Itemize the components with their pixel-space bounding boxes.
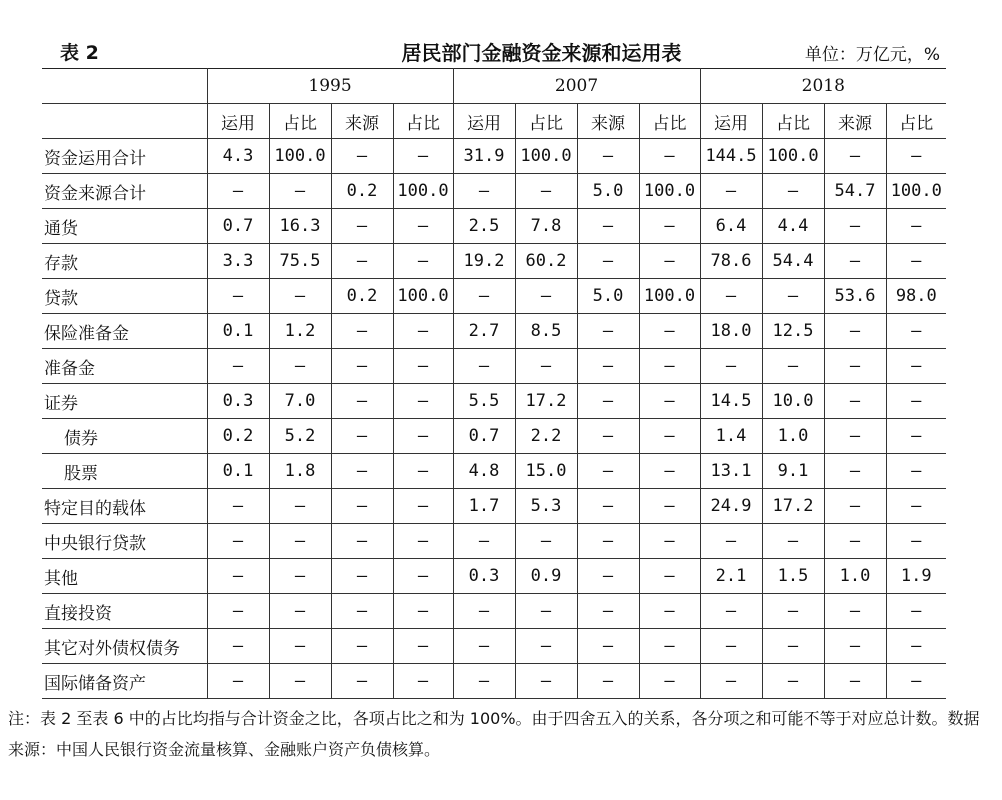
subheader-row	[42, 104, 946, 139]
table-cell: 1.0	[762, 419, 824, 454]
table-cell: –	[886, 489, 946, 524]
table-cell: 0.2	[331, 174, 393, 209]
table-cell: –	[453, 664, 515, 699]
table-cell: –	[762, 279, 824, 314]
table-cell: 0.7	[453, 419, 515, 454]
table-cell: –	[824, 384, 886, 419]
table-cell: 0.1	[207, 314, 269, 349]
column-subheader: 占比	[639, 104, 700, 139]
table-cell: –	[515, 524, 577, 559]
table-cell: –	[453, 629, 515, 664]
table-cell: –	[207, 489, 269, 524]
table-row	[42, 209, 946, 244]
table-cell: –	[886, 419, 946, 454]
table-cell: –	[207, 349, 269, 384]
column-subheader: 来源	[577, 104, 639, 139]
table-cell: –	[331, 524, 393, 559]
table-cell: –	[577, 314, 639, 349]
table-row	[42, 244, 946, 279]
column-subheader: 来源	[331, 104, 393, 139]
table-cell: 13.1	[700, 454, 762, 489]
table-cell: –	[824, 629, 886, 664]
table-cell: –	[393, 559, 453, 594]
table-cell: 3.3	[207, 244, 269, 279]
table-cell: –	[453, 594, 515, 629]
table-cell: 1.8	[269, 454, 331, 489]
table-row	[42, 139, 946, 174]
table-cell: –	[700, 524, 762, 559]
table-cell: –	[886, 209, 946, 244]
table-row	[42, 279, 946, 314]
table-cell: –	[577, 664, 639, 699]
table-cell: 100.0	[269, 139, 331, 174]
table-cell: –	[331, 454, 393, 489]
table-cell: 15.0	[515, 454, 577, 489]
year-header: 2018	[700, 69, 946, 104]
table-row	[42, 489, 946, 524]
row-label: 存款	[42, 244, 207, 279]
table-cell: –	[824, 419, 886, 454]
table-cell: 2.1	[700, 559, 762, 594]
table-cell: –	[886, 244, 946, 279]
table-cell: –	[393, 314, 453, 349]
table-cell: –	[886, 349, 946, 384]
table-row	[42, 629, 946, 664]
table-cell: –	[700, 664, 762, 699]
table-cell: –	[577, 559, 639, 594]
table-cell: –	[269, 349, 331, 384]
table-cell: –	[515, 664, 577, 699]
column-subheader: 运用	[700, 104, 762, 139]
table-cell: –	[700, 629, 762, 664]
table-cell: 0.1	[207, 454, 269, 489]
table-cell: –	[331, 384, 393, 419]
table-cell: 5.0	[577, 279, 639, 314]
table-cell: –	[886, 524, 946, 559]
table-row	[42, 454, 946, 489]
table-cell: –	[762, 349, 824, 384]
table-cell: –	[824, 489, 886, 524]
table-cell: –	[824, 454, 886, 489]
row-label: 准备金	[42, 349, 207, 384]
table-cell: –	[824, 664, 886, 699]
table-cell: –	[331, 139, 393, 174]
table-body	[42, 139, 946, 699]
table-cell: –	[639, 419, 700, 454]
table-cell: 100.0	[393, 174, 453, 209]
table-cell: 1.0	[824, 559, 886, 594]
column-subheader: 运用	[207, 104, 269, 139]
table-cell: 0.9	[515, 559, 577, 594]
table-cell: –	[700, 279, 762, 314]
table-cell: 5.0	[577, 174, 639, 209]
table-cell: 0.2	[331, 279, 393, 314]
column-subheader: 占比	[393, 104, 453, 139]
table-cell: –	[393, 139, 453, 174]
table-cell: –	[393, 594, 453, 629]
table-cell: 18.0	[700, 314, 762, 349]
table-cell: 17.2	[762, 489, 824, 524]
column-subheader: 运用	[453, 104, 515, 139]
table-cell: 1.9	[886, 559, 946, 594]
table-cell: –	[515, 349, 577, 384]
table-note: 注：表 2 至表 6 中的占比均指与合计资金之比，各项占比之和为 100%。由于四舍五入的关系，各分项之和可能不等于对应总计数。数据来源：中国人民银行资金流量核算、金融账户资产负债核算。	[8, 709, 980, 759]
table-cell: 2.7	[453, 314, 515, 349]
table-cell: –	[824, 349, 886, 384]
table-cell: 2.5	[453, 209, 515, 244]
table-cell: –	[393, 524, 453, 559]
table-cell: –	[393, 664, 453, 699]
row-label: 中央银行贷款	[42, 524, 207, 559]
table-cell: 4.4	[762, 209, 824, 244]
table-cell: 17.2	[515, 384, 577, 419]
table-cell: 5.5	[453, 384, 515, 419]
table-cell: –	[515, 594, 577, 629]
table-cell: –	[331, 629, 393, 664]
table-cell: –	[886, 664, 946, 699]
table-cell: –	[577, 454, 639, 489]
table-cell: –	[331, 559, 393, 594]
year-header: 1995	[207, 69, 453, 104]
table-cell: –	[453, 279, 515, 314]
table-cell: –	[207, 594, 269, 629]
table-cell: 75.5	[269, 244, 331, 279]
table-cell: –	[331, 209, 393, 244]
table-cell: –	[393, 349, 453, 384]
table-cell: –	[886, 594, 946, 629]
year-header-row	[42, 69, 946, 104]
table-cell: –	[453, 524, 515, 559]
table-title: 居民部门金融资金来源和运用表	[401, 41, 682, 65]
table-cell: –	[824, 209, 886, 244]
table-row	[42, 594, 946, 629]
table-cell: –	[639, 594, 700, 629]
column-subheader: 占比	[269, 104, 331, 139]
table-cell: 0.3	[207, 384, 269, 419]
table-cell: 2.2	[515, 419, 577, 454]
table-cell: 9.1	[762, 454, 824, 489]
table-cell: 16.3	[269, 209, 331, 244]
corner-cell	[42, 69, 207, 104]
table-cell: –	[577, 489, 639, 524]
table-cell: –	[639, 209, 700, 244]
table-cell: –	[515, 174, 577, 209]
table-cell: –	[762, 594, 824, 629]
table-cell: 19.2	[453, 244, 515, 279]
table-cell: –	[886, 454, 946, 489]
table-cell: –	[577, 349, 639, 384]
table-cell: –	[331, 349, 393, 384]
table-cell: –	[207, 664, 269, 699]
table-cell: –	[639, 314, 700, 349]
table-cell: –	[577, 629, 639, 664]
table-cell: 100.0	[886, 174, 946, 209]
table-cell: –	[639, 244, 700, 279]
column-subheader: 来源	[824, 104, 886, 139]
table-cell: 12.5	[762, 314, 824, 349]
table-cell: 54.7	[824, 174, 886, 209]
table-cell: 4.3	[207, 139, 269, 174]
table-row	[42, 524, 946, 559]
row-label: 通货	[42, 209, 207, 244]
table-cell: –	[577, 139, 639, 174]
table-cell: 1.4	[700, 419, 762, 454]
table-cell: –	[269, 279, 331, 314]
table-cell: 4.8	[453, 454, 515, 489]
table-cell: –	[639, 559, 700, 594]
year-header: 2007	[453, 69, 700, 104]
table-cell: –	[762, 174, 824, 209]
row-label: 国际储备资产	[42, 664, 207, 699]
table-cell: –	[824, 244, 886, 279]
table-cell: 31.9	[453, 139, 515, 174]
table-row	[42, 384, 946, 419]
table-cell: 54.4	[762, 244, 824, 279]
table-cell: –	[700, 174, 762, 209]
table-cell: –	[824, 314, 886, 349]
table-cell: –	[207, 559, 269, 594]
table-cell: –	[207, 174, 269, 209]
table-cell: –	[824, 139, 886, 174]
table-cell: –	[577, 244, 639, 279]
table-cell: –	[207, 279, 269, 314]
table-cell: –	[269, 489, 331, 524]
table-cell: 100.0	[393, 279, 453, 314]
table-cell: 24.9	[700, 489, 762, 524]
table-cell: –	[207, 524, 269, 559]
table-cell: 0.2	[207, 419, 269, 454]
table-cell: –	[577, 419, 639, 454]
row-label: 股票	[42, 454, 207, 489]
table-cell: –	[577, 209, 639, 244]
table-cell: 14.5	[700, 384, 762, 419]
table-cell: –	[331, 664, 393, 699]
table-cell: 78.6	[700, 244, 762, 279]
table-cell: –	[762, 629, 824, 664]
table-cell: –	[393, 209, 453, 244]
table-number-label: 表 2	[60, 42, 99, 64]
table-cell: –	[639, 139, 700, 174]
table-cell: –	[393, 629, 453, 664]
table-row	[42, 664, 946, 699]
table-row	[42, 419, 946, 454]
table-cell: 7.8	[515, 209, 577, 244]
table-cell: –	[331, 244, 393, 279]
table-cell: –	[269, 559, 331, 594]
table-row	[42, 559, 946, 594]
column-subheader: 占比	[762, 104, 824, 139]
corner-cell	[42, 104, 207, 139]
row-label: 证券	[42, 384, 207, 419]
table-cell: –	[577, 384, 639, 419]
table-cell: 5.2	[269, 419, 331, 454]
table-row	[42, 314, 946, 349]
column-subheader: 占比	[886, 104, 946, 139]
table-cell: 0.7	[207, 209, 269, 244]
table-cell: –	[886, 629, 946, 664]
column-subheader: 占比	[515, 104, 577, 139]
table-cell: –	[393, 244, 453, 279]
table-cell: –	[639, 454, 700, 489]
table-cell: –	[269, 524, 331, 559]
table-cell: 10.0	[762, 384, 824, 419]
table-cell: 6.4	[700, 209, 762, 244]
unit-label: 单位：万亿元，%	[804, 45, 940, 65]
table-cell: –	[393, 419, 453, 454]
table-cell: –	[639, 524, 700, 559]
table-cell: –	[639, 384, 700, 419]
row-label: 其它对外债权债务	[42, 629, 207, 664]
table-cell: –	[639, 664, 700, 699]
table-cell: –	[393, 384, 453, 419]
table-cell: –	[207, 629, 269, 664]
row-label: 其他	[42, 559, 207, 594]
table-cell: –	[700, 594, 762, 629]
table-cell: –	[886, 384, 946, 419]
table-cell: 100.0	[639, 279, 700, 314]
table-cell: –	[824, 594, 886, 629]
table-cell: 0.3	[453, 559, 515, 594]
table-cell: 100.0	[639, 174, 700, 209]
table-cell: 5.3	[515, 489, 577, 524]
row-label: 保险准备金	[42, 314, 207, 349]
table-cell: –	[331, 489, 393, 524]
table-cell: –	[393, 454, 453, 489]
table-cell: –	[453, 174, 515, 209]
table-cell: –	[515, 279, 577, 314]
table-cell: –	[577, 524, 639, 559]
table-cell: –	[886, 314, 946, 349]
table-cell: –	[331, 594, 393, 629]
row-label: 贷款	[42, 279, 207, 314]
row-label: 特定目的载体	[42, 489, 207, 524]
table-cell: 1.2	[269, 314, 331, 349]
table-cell: 1.7	[453, 489, 515, 524]
table-cell: 100.0	[515, 139, 577, 174]
table-cell: 98.0	[886, 279, 946, 314]
table-cell: –	[762, 664, 824, 699]
table-cell: –	[331, 314, 393, 349]
table-cell: –	[639, 349, 700, 384]
table-cell: –	[269, 594, 331, 629]
table-cell: 100.0	[762, 139, 824, 174]
funds-table	[42, 68, 946, 699]
row-label: 直接投资	[42, 594, 207, 629]
table-row	[42, 174, 946, 209]
table-cell: –	[331, 419, 393, 454]
table-cell: –	[515, 629, 577, 664]
table-cell: –	[393, 489, 453, 524]
table-cell: –	[824, 524, 886, 559]
table-cell: 1.5	[762, 559, 824, 594]
table-cell: –	[269, 664, 331, 699]
row-label: 资金运用合计	[42, 139, 207, 174]
table-cell: –	[453, 349, 515, 384]
table-cell: –	[639, 489, 700, 524]
table-cell: 7.0	[269, 384, 331, 419]
table-cell: –	[700, 349, 762, 384]
table-cell: 53.6	[824, 279, 886, 314]
table-row	[42, 349, 946, 384]
table-cell: –	[886, 139, 946, 174]
table-cell: –	[269, 174, 331, 209]
row-label: 债券	[42, 419, 207, 454]
table-cell: –	[577, 594, 639, 629]
table-cell: –	[762, 524, 824, 559]
table-title-row	[42, 36, 946, 66]
table-cell: 144.5	[700, 139, 762, 174]
table-cell: –	[269, 629, 331, 664]
table-cell: 8.5	[515, 314, 577, 349]
row-label: 资金来源合计	[42, 174, 207, 209]
table-cell: 60.2	[515, 244, 577, 279]
table-cell: –	[639, 629, 700, 664]
